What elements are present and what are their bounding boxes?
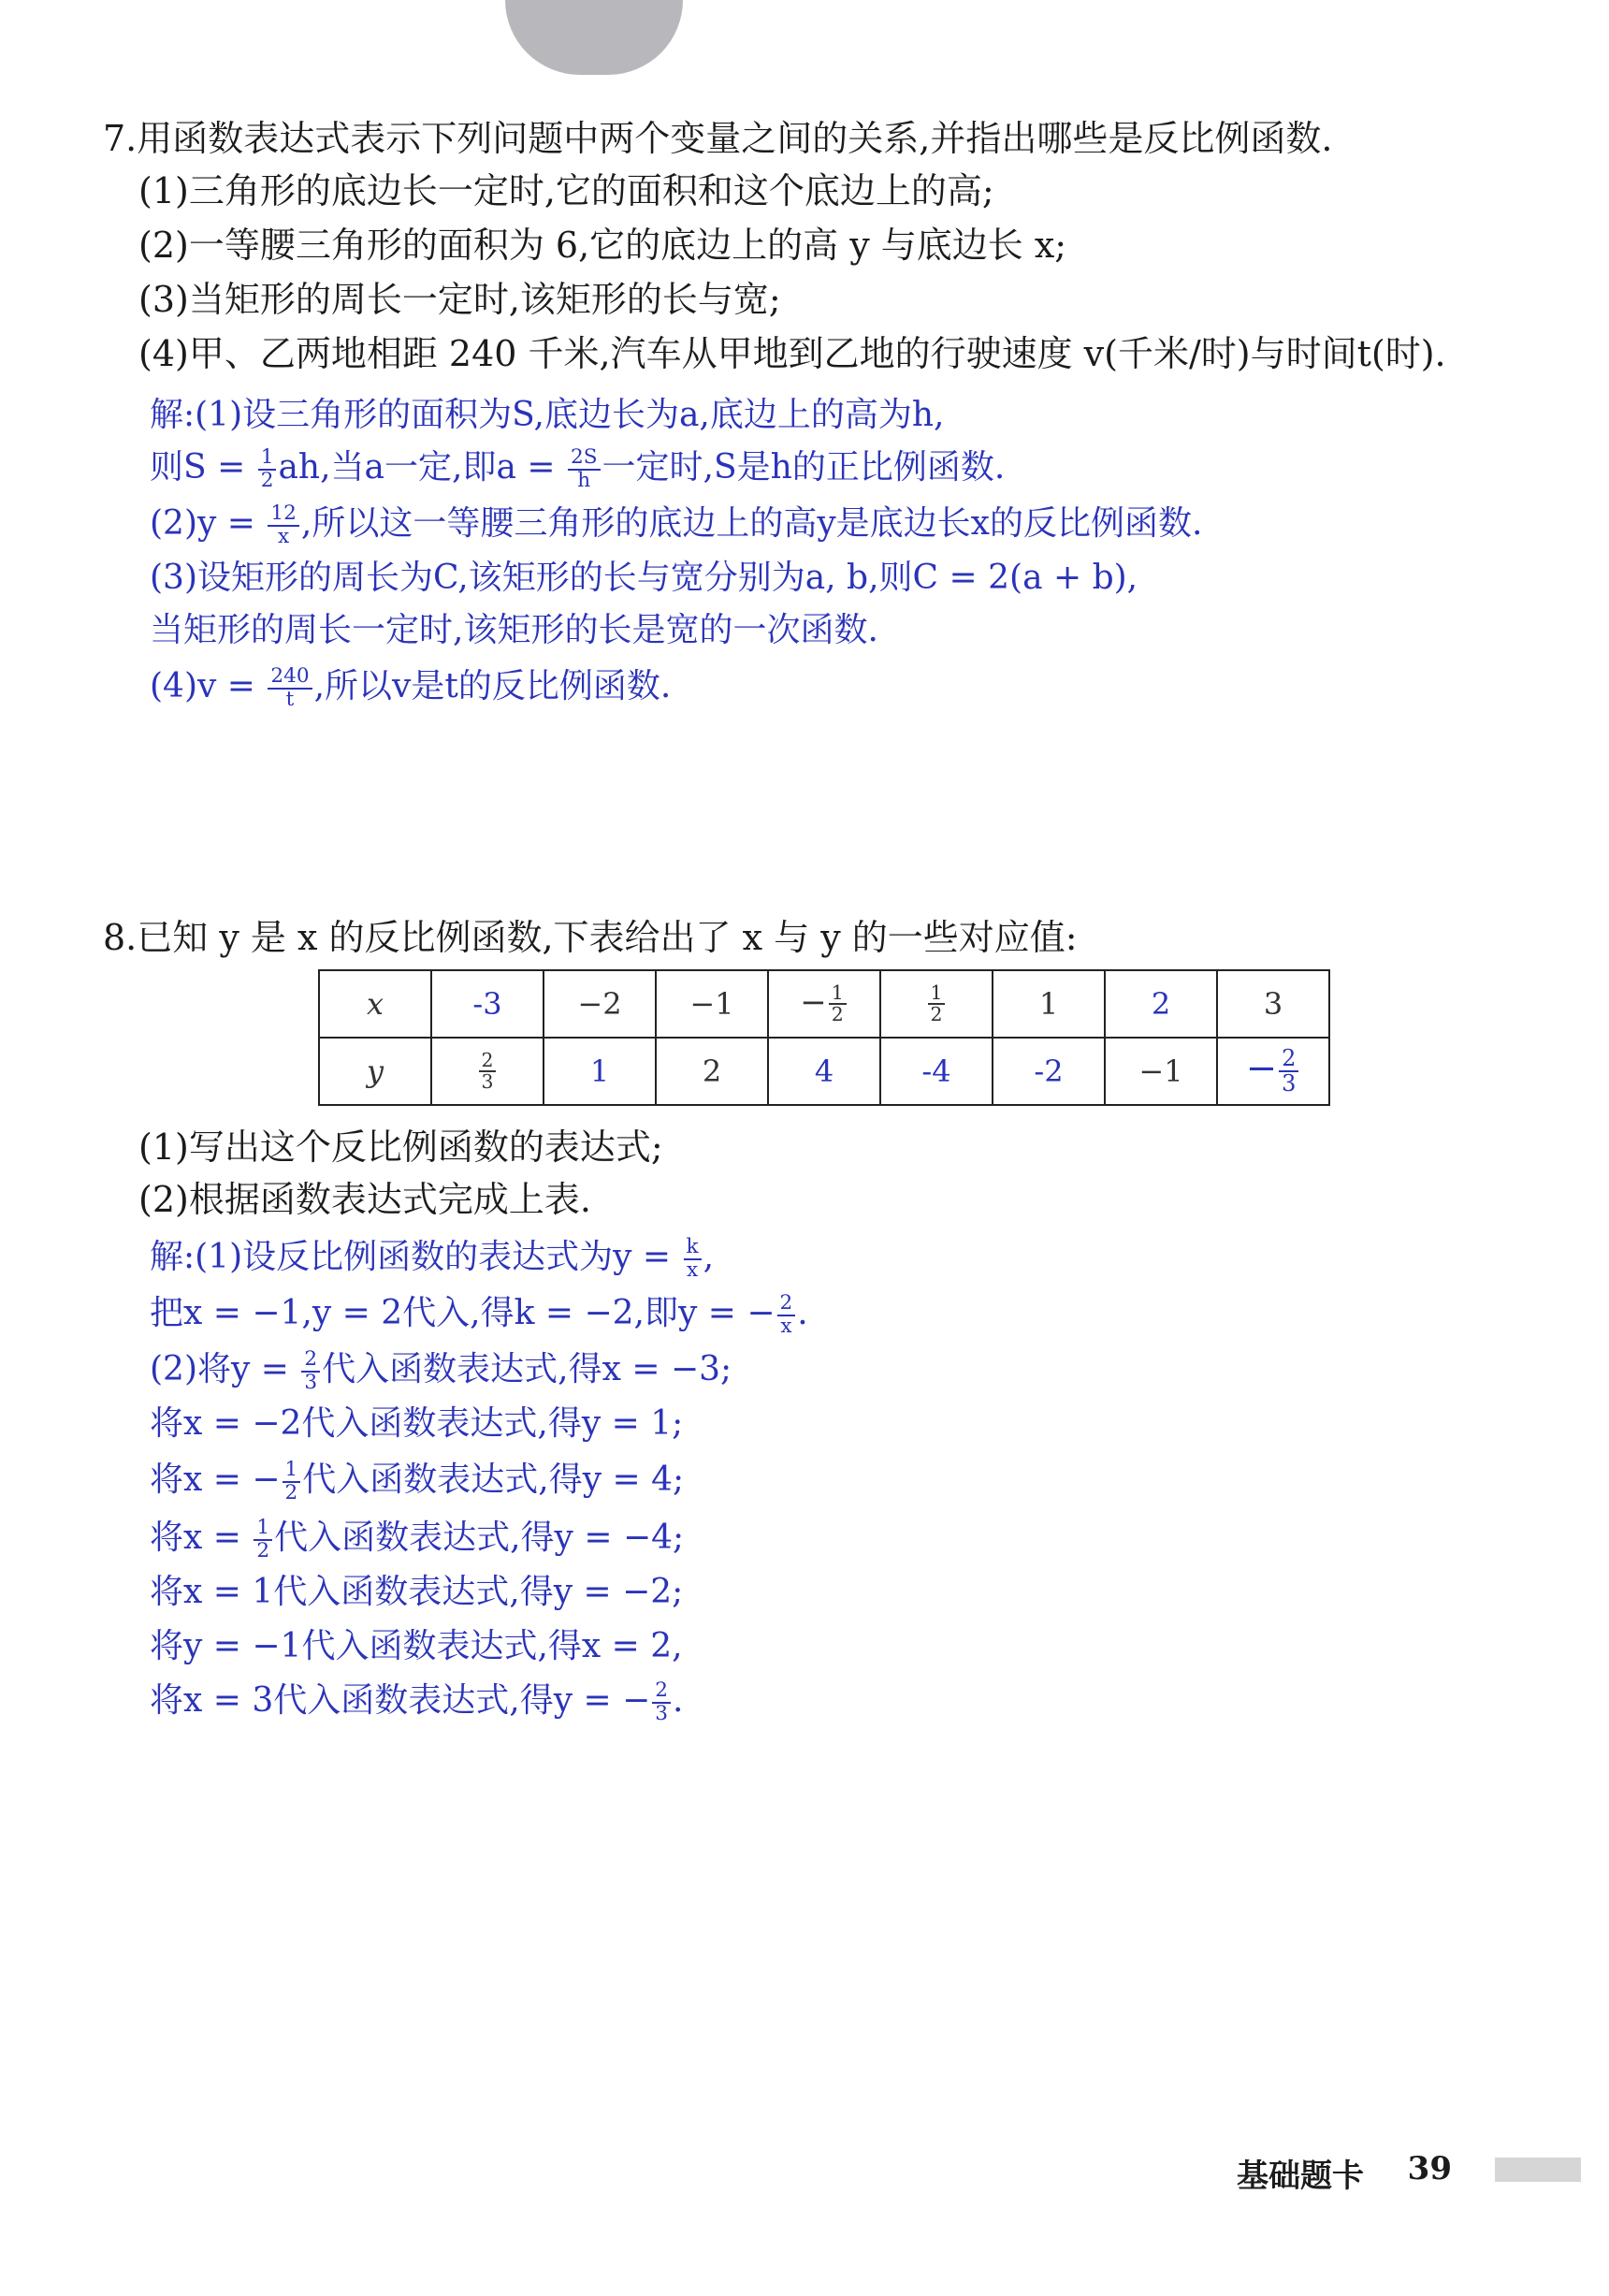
q8-solution-line1: 解:(1)设反比例函数的表达式为y = $\frac{k}{x}$ , <box>150 1235 715 1282</box>
y-cell: $\frac{2}{3}$ <box>431 1038 544 1105</box>
y-cell: -4 <box>880 1038 993 1105</box>
x-cell: 1 <box>993 970 1105 1038</box>
q8-part2: (2)根据函数表达式完成上表. <box>138 1179 591 1220</box>
q8-title: 8.已知 y 是 x 的反比例函数,下表给出了 x 与 y 的一些对应值: <box>103 917 1078 958</box>
page-number: 39 <box>1407 2150 1452 2187</box>
footer-title: 基础题卡 <box>1237 2158 1364 2195</box>
x-cell: -3 <box>431 970 544 1038</box>
q7-part3: (3)当矩形的周长一定时,该矩形的长与宽; <box>138 279 781 320</box>
q7-title: 7.用函数表达式表示下列问题中两个变量之间的关系,并指出哪些是反比例函数. <box>103 118 1333 159</box>
q8-solution-line7: 将x = 1代入函数表达式,得y = −2; <box>150 1573 684 1611</box>
x-cell: $\frac{1}{2}$ <box>880 970 993 1038</box>
fraction: $\frac{240}{t}$ <box>268 666 312 710</box>
q7-solution-line6: (4)v = $\frac{240}{t}$ ,所以v是t的反比例函数. <box>150 664 672 711</box>
q8-solution-line9: 将x = 3代入函数表达式,得y = − $\frac{2}{3}$ . <box>150 1678 684 1725</box>
fraction: $\frac{k}{x}$ <box>684 1237 702 1281</box>
y-header-cell: y <box>319 1038 431 1105</box>
q7-solution-line1: 解:(1)设三角形的面积为S,底边长为a,底边上的高为h, <box>150 396 945 434</box>
fraction: $\frac{2S}{h}$ <box>568 447 601 491</box>
fraction: $\frac{12}{x}$ <box>268 503 298 547</box>
y-cell: 2 <box>656 1038 768 1105</box>
fraction: $\frac{1}{2}$ <box>258 447 277 491</box>
fraction: $\frac{2}{3}$ <box>652 1680 671 1724</box>
q7-solution-line3: (2)y = $\frac{12}{x}$ ,所以这一等腰三角形的底边上的高y是底边长x的反比例函数. <box>150 501 1203 548</box>
q7-part2: (2)一等腰三角形的面积为 6,它的底边上的高 y 与底边长 x; <box>138 225 1067 266</box>
value-table <box>318 969 1330 1106</box>
x-cell: 2 <box>1105 970 1217 1038</box>
q8-solution-line8: 将y = −1代入函数表达式,得x = 2, <box>150 1627 683 1665</box>
q8-solution-line5: 将x = − $\frac{1}{2}$ 代入函数表达式,得y = 4; <box>150 1458 685 1504</box>
q7-solution-line4: (3)设矩形的周长为C,该矩形的长与宽分别为a, b,则C = 2(a + b), <box>150 559 1138 597</box>
fraction: $\frac{1}{2}$ <box>283 1460 301 1504</box>
y-cell: 1 <box>544 1038 656 1105</box>
y-cell: −1 <box>1105 1038 1217 1105</box>
decorative-top-shape <box>505 0 683 75</box>
q7-part1: (1)三角形的底边长一定时,它的面积和这个底边上的高; <box>138 170 994 211</box>
q8-solution-line6: 将x = $\frac{1}{2}$ 代入函数表达式,得y = −4; <box>150 1516 685 1562</box>
x-cell: −1 <box>656 970 768 1038</box>
table-row-y <box>319 1038 1329 1105</box>
x-cell: −2 <box>544 970 656 1038</box>
q8-solution-line3: (2)将y = $\frac{2}{3}$ 代入函数表达式,得x = −3; <box>150 1347 732 1394</box>
fraction: $\frac{1}{2}$ <box>254 1518 272 1562</box>
q7-solution-line5: 当矩形的周长一定时,该矩形的长是宽的一次函数. <box>150 611 878 649</box>
fraction: $\frac{2}{3}$ <box>301 1349 320 1393</box>
footer-decoration-bar <box>1495 2158 1581 2182</box>
x-cell: − $\frac{1}{2}$ <box>768 970 880 1038</box>
y-cell: 4 <box>768 1038 880 1105</box>
q7-part4: (4)甲、乙两地相距 240 千米,汽车从甲地到乙地的行驶速度 v(千米/时)与时间t(时). <box>138 333 1446 374</box>
y-cell: -2 <box>993 1038 1105 1105</box>
q8-part1: (1)写出这个反比例函数的表达式; <box>138 1126 663 1168</box>
q8-solution-line2: 把x = −1,y = 2代入,得k = −2,即y = − $\frac{2}{x}$ . <box>150 1291 808 1338</box>
table-row-x <box>319 970 1329 1038</box>
q7-solution-line2: 则S = $\frac{1}{2}$ ah,当a一定,即a = $\frac{2S}{h}$ 一定时,S是h的正比例函数. <box>150 445 1006 492</box>
x-header-cell: x <box>319 970 431 1038</box>
q8-solution-line4: 将x = −2代入函数表达式,得y = 1; <box>150 1404 684 1443</box>
y-cell: − $\frac{2}{3}$ <box>1217 1038 1329 1105</box>
fraction: $\frac{2}{x}$ <box>777 1293 796 1337</box>
x-cell: 3 <box>1217 970 1329 1038</box>
